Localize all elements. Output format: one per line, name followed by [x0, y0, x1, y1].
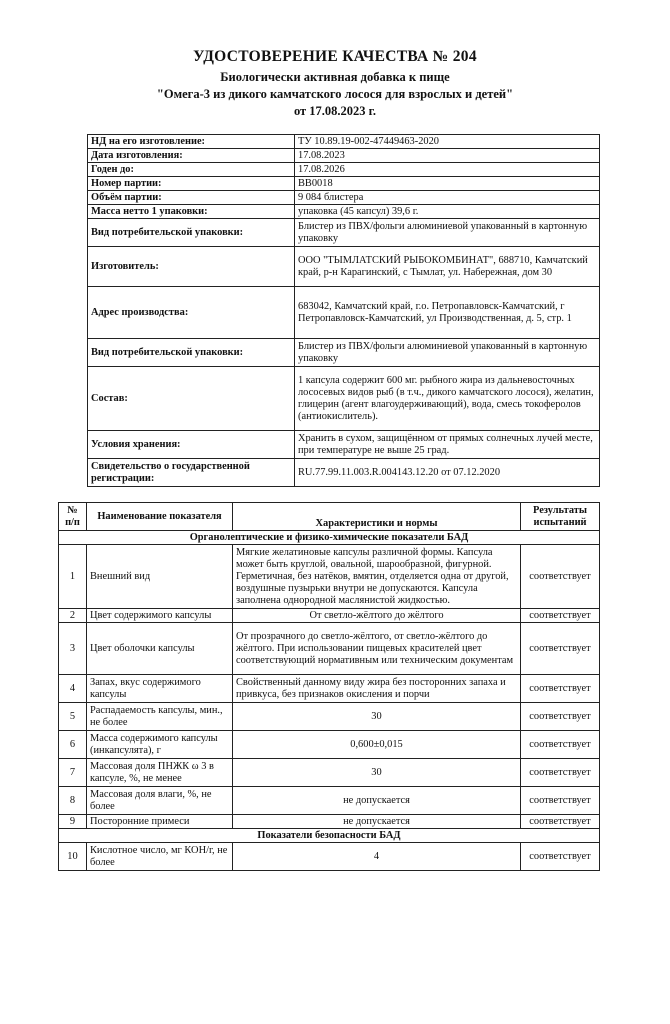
section-row	[59, 829, 600, 843]
info-label: Свидетельство о государственной регистрации:	[88, 459, 295, 487]
info-value: 683042, Камчатский край, г.о. Петропавловск-Камчатский, г Петропавловск-Камчатский, ул Производственная, д. 5, стр. 1	[295, 287, 600, 339]
indicator-name: Массовая доля ПНЖК ω 3 в капсуле, %, не менее	[87, 759, 233, 787]
indicator-norm: 4	[233, 843, 521, 871]
indicator-name: Внешний вид	[87, 545, 233, 609]
indicator-name: Масса содержимого капсулы (инкапсулята), г	[87, 731, 233, 759]
table-row	[59, 545, 600, 609]
section-title: Органолептические и физико-химические показатели БАД	[59, 531, 600, 545]
table-row	[59, 609, 600, 623]
info-label: Дата изготовления:	[88, 149, 295, 163]
test-result: соответствует	[521, 815, 600, 829]
info-label: Годен до:	[88, 163, 295, 177]
info-label: Масса нетто 1 упаковки:	[88, 205, 295, 219]
table-row	[59, 703, 600, 731]
table-header-row	[59, 503, 600, 531]
info-value: ТУ 10.89.19-002-47449463-2020	[295, 135, 600, 149]
section-row	[59, 531, 600, 545]
info-row	[88, 205, 600, 219]
indicator-name: Цвет содержимого капсулы	[87, 609, 233, 623]
info-row	[88, 163, 600, 177]
test-result: соответствует	[521, 843, 600, 871]
indicator-norm: не допускается	[233, 787, 521, 815]
test-result: соответствует	[521, 787, 600, 815]
column-header-characteristics: Характеристики и нормы	[233, 503, 521, 531]
info-value: Блистер из ПВХ/фольги алюминиевой упакованный в картонную упаковку	[295, 339, 600, 367]
info-label: НД на его изготовление:	[88, 135, 295, 149]
indicator-name: Кислотное число, мг КОН/г, не более	[87, 843, 233, 871]
indicator-norm: 30	[233, 703, 521, 731]
info-row	[88, 431, 600, 459]
indicator-norm: От прозрачного до светло-жёлтого, от светло-жёлтого до жёлтого. При использовании пищевых красителей цвет соответствующий нормативным или техническим документам	[233, 623, 521, 675]
indicator-name: Запах, вкус содержимого капсулы	[87, 675, 233, 703]
info-value: Блистер из ПВХ/фольги алюминиевой упакованный в картонную упаковку	[295, 219, 600, 247]
info-label: Условия хранения:	[88, 431, 295, 459]
indicator-name: Посторонние примеси	[87, 815, 233, 829]
info-row	[88, 287, 600, 339]
info-label: Номер партии:	[88, 177, 295, 191]
info-value: 1 капсула содержит 600 мг. рыбного жира из дальневосточных лососевых видов рыб (в т.ч., дикого камчатского лосося), желатин, глицерин (агент влагоудерживающий), вода, смесь токоферолов (антиокислитель).	[295, 367, 600, 431]
document-date: от 17.08.2023 г.	[293, 104, 377, 118]
info-row	[88, 219, 600, 247]
table-row	[59, 623, 600, 675]
info-row	[88, 177, 600, 191]
info-value: RU.77.99.11.003.R.004143.12.20 от 07.12.2020	[295, 459, 600, 487]
row-number: 5	[59, 703, 87, 731]
info-value: 17.08.2023	[295, 149, 600, 163]
indicator-name: Распадаемость капсулы, мин., не более	[87, 703, 233, 731]
indicator-norm: не допускается	[233, 815, 521, 829]
info-value: 9 084 блистера	[295, 191, 600, 205]
document-title: УДОСТОВЕРЕНИЕ КАЧЕСТВА № 204	[193, 48, 477, 65]
info-value: упаковка (45 капсул) 39,6 г.	[295, 205, 600, 219]
info-label: Вид потребительской упаковки:	[88, 339, 295, 367]
info-row	[88, 459, 600, 487]
info-label: Изготовитель:	[88, 247, 295, 287]
test-result: соответствует	[521, 731, 600, 759]
table-row	[59, 759, 600, 787]
table-row	[59, 731, 600, 759]
row-number: 6	[59, 731, 87, 759]
indicator-norm: От светло-жёлтого до жёлтого	[233, 609, 521, 623]
test-result: соответствует	[521, 703, 600, 731]
test-result: соответствует	[521, 609, 600, 623]
info-label: Состав:	[88, 367, 295, 431]
document-subtitle: Биологически активная добавка к пище	[220, 70, 450, 84]
table-row	[59, 787, 600, 815]
table-row	[59, 675, 600, 703]
row-number: 4	[59, 675, 87, 703]
info-label: Адрес производства:	[88, 287, 295, 339]
indicator-name: Массовая доля влаги, %, не более	[87, 787, 233, 815]
product-info-table	[87, 134, 600, 487]
info-row	[88, 149, 600, 163]
row-number: 3	[59, 623, 87, 675]
test-result: соответствует	[521, 545, 600, 609]
row-number: 2	[59, 609, 87, 623]
row-number: 7	[59, 759, 87, 787]
info-row	[88, 191, 600, 205]
table-row	[59, 843, 600, 871]
row-number: 8	[59, 787, 87, 815]
info-value: BB0018	[295, 177, 600, 191]
indicator-norm: 30	[233, 759, 521, 787]
column-header-number: № п/п	[59, 503, 87, 531]
info-label: Объём партии:	[88, 191, 295, 205]
row-number: 9	[59, 815, 87, 829]
test-result: соответствует	[521, 759, 600, 787]
info-row	[88, 135, 600, 149]
indicator-norm: Свойственный данному виду жира без посторонних запаха и привкуса, без признаков окисления и порчи	[233, 675, 521, 703]
info-value: Хранить в сухом, защищённом от прямых солнечных лучей месте, при температуре не выше 25 град.	[295, 431, 600, 459]
product-name: "Омега-3 из дикого камчатского лосося для взрослых и детей"	[156, 87, 514, 101]
info-value: ООО "ТЫМЛАТСКИЙ РЫБОКОМБИНАТ", 688710, Камчатский край, р-н Карагинский, с Тымлат, ул. Набережная, дом 30	[295, 247, 600, 287]
indicator-name: Цвет оболочки капсулы	[87, 623, 233, 675]
quality-indicators-table	[58, 502, 600, 871]
info-label: Вид потребительской упаковки:	[88, 219, 295, 247]
column-header-name: Наименование показателя	[87, 503, 233, 531]
section-title: Показатели безопасности БАД	[59, 829, 600, 843]
column-header-result: Результаты испытаний	[521, 503, 600, 531]
test-result: соответствует	[521, 675, 600, 703]
indicator-norm: 0,600±0,015	[233, 731, 521, 759]
table-row	[59, 815, 600, 829]
info-row	[88, 247, 600, 287]
indicator-norm: Мягкие желатиновые капсулы различной формы. Капсула может быть круглой, овальной, шарообразной, фигурной. Герметичная, без натёков, вмятин, отделяется одна от другой, воздушные пузырьки внутри не допускаются. Капсула заполнена однородной маслянистой жидкостью.	[233, 545, 521, 609]
info-row	[88, 339, 600, 367]
info-value: 17.08.2026	[295, 163, 600, 177]
test-result: соответствует	[521, 623, 600, 675]
row-number: 10	[59, 843, 87, 871]
info-row	[88, 367, 600, 431]
row-number: 1	[59, 545, 87, 609]
